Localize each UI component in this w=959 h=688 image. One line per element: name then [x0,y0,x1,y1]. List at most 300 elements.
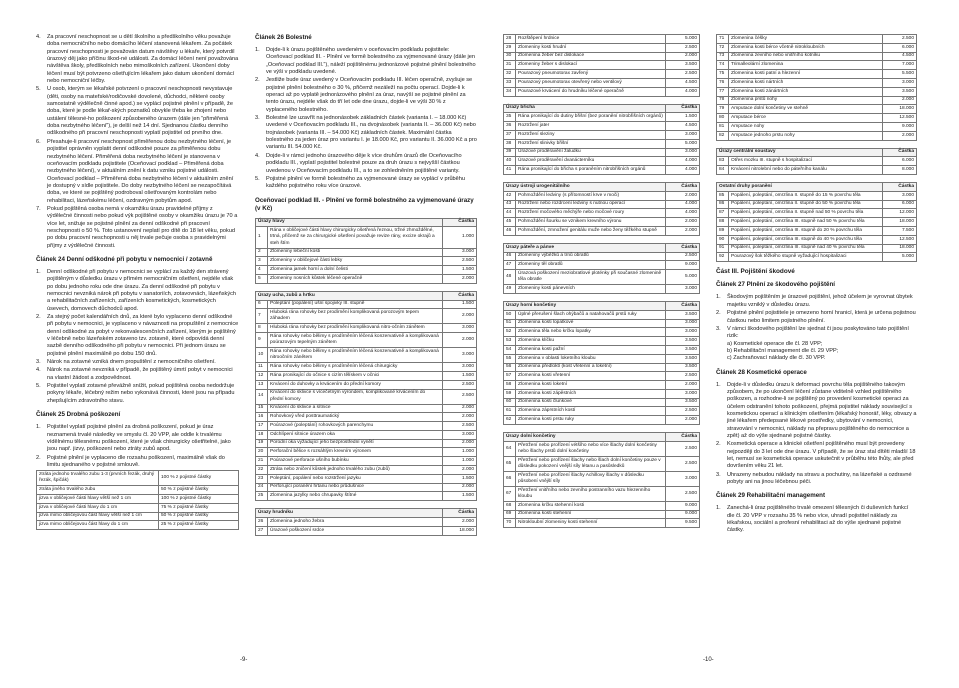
table-header-row [256,291,477,300]
row-value: 3.000 [443,324,477,333]
row-number: 79 [717,105,729,114]
row-number: 7 [256,309,268,324]
row-value: 1.500 [443,474,477,483]
row-value: 3.500 [666,345,700,354]
row-number: 20 [256,448,268,457]
row-value: 2.000 [443,274,477,283]
table-row [504,252,700,261]
item-text: Uhrazeny nebudou náklady na stravu a pochutiny, na lázeňské a ozdravné pobyty ani na jinou léčebnou péči. [727,471,912,486]
table-header-cell: Úrazy hrudníku [256,509,443,518]
row-text: Rozštěpení hrdnice [516,35,666,44]
row-value: 1.500 [443,492,477,501]
table-row [717,61,917,70]
row-value: 1.500 [443,371,477,380]
row-text: Nitrokloubní zlomeniny kosti stehenní [516,519,666,528]
row-number: 52 [504,328,516,337]
row-value: 5.000 [666,35,700,44]
item-text: Nárok na zotavné nevzniká v případě, že pojištěný úmrtí pobyt v nemocnici na vlastní žádost a zodpovědnost. [47,367,233,381]
item-text: Za pracovní neschopnost se u dětí školního a předškolního věku považuje doba nemocničního nebo domácího léčení stanovená lékařem. Za počátek pracovní neschopnosti je považován datum návštěvy u lékaře, který potvrdil úrazový děj jako příčinu škod-né události. Za domácí léčení není považována návštěva školy, předškolních nebo mimoškolních zařízení. Ukončení doby léčení musí být potvrzeno ošetřujícím lékařem jako datum ukončení domácí nebo nemocniční léčby. [47,34,239,85]
column-2 [255,34,477,536]
row-text: Porodní oka vyžadující jeho bezprostřední vynětí [268,439,443,448]
row-number: 5 [256,274,268,283]
table-header-value: Částka [666,243,700,252]
table-row [717,209,917,218]
row-number: 8 [256,324,268,333]
row-value: 75 % z pojistné částky [159,503,239,512]
item-text: Denní odškodné při pobytu v nemocnici se vyplácí za každý den strávený pojištěným v důsledku úrazu v přímém nemocničním ošetření, nejdéle však po dobu jednoho roku ode dne úrazu. Za denní odškodné při pobytu v nemocnici nevzniká nárok při pobytu v sanatoriích, zotavovnách, lázeňských a rehabilitačních zařízeních, zařízeních kosmetických, kosmetických úsevech, domovech důchodců apod. [47,268,237,312]
row-value: 2.000 [666,218,700,227]
table-row [256,309,477,324]
table-row [504,363,700,372]
row-text: Rána v obličejové části hlavy chirurgicky ošetřená řeznou, tržné zhmoždělné, trtná, přičemž se za chirurgické ošetření považuje revize rány, excize okrajů a steh štím [268,227,443,248]
row-value: 7.000 [883,61,917,70]
list-item [716,310,917,325]
table-row [256,448,477,457]
row-number: 77 [717,87,729,96]
table-row [504,319,700,328]
list-item [255,153,477,175]
list-item [716,472,917,487]
table-row [504,328,700,337]
row-number: 23 [256,474,268,483]
row-value: 4.000 [666,157,700,166]
item-number: 5. [255,175,260,182]
item-text: U osob, kterým se lékařské potvrzení o pracovní neschopnosti nevystavuje (děti, osoby na mateřské/rodičovské dovolené, důchodci, některé osoby samostatně výdělečně činné apod.) se vyplácí pojistné plnění v případě, že doba, které je podle lékař-ských poznatků obvykle třeba ke zhojení nebo ustálení tělesné-ho poškození způsobeného úrazem (dále jen “přiměřená doba nezbytného léčení”), je delší než 14 dní. Sjednanou částku denního odškodného při pracovní neschopnosti vyplatí pojistitel od prvního dne. [47,86,233,137]
row-value: 2.000 [443,404,477,413]
row-value: 2.500 [666,407,700,416]
row-number: 75 [717,70,729,79]
row-text: Zlomenina kosti pažní [516,345,666,354]
row-number: 80 [717,114,729,123]
row-number: 3 [256,257,268,266]
table-row [504,87,700,96]
row-value: 3.500 [666,337,700,346]
table-row [256,439,477,448]
table-row [256,422,477,431]
item-number: 3. [716,325,721,332]
item-text: Dojde-li v rámci jednoho úrazového děje k více druhům úrazů dle Oceňovacího podkladu III., vyplatí pojistitel bolestné pouze za druh úrazu s nejvyšší částkou uvedenou v Oceňovacím podkladu III., a to se zohledněním pojištěné varianty. [266,152,462,174]
table-row [504,416,700,425]
row-number: 62 [504,416,516,425]
row-text: Přetržení nebo prořízení vétšího nebo více šlachy dolní končetiny nebo šlachy prstů dolní končetiny [516,441,666,456]
row-number: 32 [504,70,516,79]
table-gap [503,294,700,301]
item-text: Nárok na zotavné vzniká dnem propuštění z nemocničního ošetření. [47,359,216,366]
table-row [256,227,477,248]
list-item [36,139,239,205]
article-23-list [36,34,239,250]
article-29-title: Článek 29 Rehabilitační management [716,492,826,500]
row-text: Krvácení do duhovky a krvácením do přední komory [268,380,443,389]
item-number: 2. [255,77,260,84]
row-number: 6 [256,300,268,309]
table-row [504,166,700,175]
table-row [256,333,477,348]
table-row [504,456,700,471]
row-value: 6.000 [883,43,917,52]
row-text: Pohmoždění šourku se vznikem krevního výronu [516,218,666,227]
row-number: 67 [504,486,516,501]
table-row [717,226,917,235]
list-item [36,206,239,250]
table-header-value: Částka [883,182,917,191]
list-item [36,359,239,366]
column-4 [716,34,917,536]
row-value: 3.500 [666,363,700,372]
item-number: 1. [716,505,721,512]
row-value: 2.000 [443,518,477,527]
table-row [504,130,700,139]
row-text: Amputace jednoho prstu nohy [729,131,883,140]
row-value: 2.000 [666,52,700,61]
row-text: Zlomenina kosti člunkové [516,398,666,407]
row-text: Rána pronikající do očnice s cizím tělískem v očnici [268,371,443,380]
row-number: 60 [504,398,516,407]
list-item [716,326,917,363]
row-value: 9.000 [666,261,700,270]
row-text: Zlomeniny kosti hrudní [516,43,666,52]
item-text: Zanechá-li úraz pojištěného trvalé omezení tělesných či duševních funkcí dle čl. 20 VPP v rozsahu 35 % nebo více, uhradí pojistitel náklady za lékařskou, sociální a profesní rehabilitaci až do výše sjednané pojistné částky. [727,505,909,534]
row-number: 27 [256,526,268,535]
row-text: Zlomenina kosti lopatkové [516,319,666,328]
table-row [504,200,700,209]
row-number: 39 [504,148,516,157]
item-number: 5. [36,86,41,93]
valuation-tables-end [716,34,917,262]
item-text: Pojistné plnění ve formě bolestného za vyjmenované úrazy se vyplácí v průběhu každého pojistného roku více úrazové. [266,175,466,190]
table-gap [503,236,700,243]
item-text: a) Kosmetické operace dle čl. 28 VPP; [727,340,823,347]
row-number: 74 [717,61,729,70]
article-27-list [716,294,917,362]
item-number: 7. [36,205,41,212]
item-text: c) Zachraňovací náklady dle čl. 30 VPP. [727,355,826,362]
row-text: Krvácení do sklivce s vícečetným výrondem, komplikované krvácením do přední komory [268,389,443,404]
row-value: 18.000 [883,105,917,114]
row-text: Zlomenina kosti loketní [516,381,666,390]
table-row [256,266,477,275]
table-row [504,398,700,407]
row-number: 41 [504,166,516,175]
row-text: Zlomenina zevního nebo vnitřního kotníku [729,52,883,61]
row-text: ztráta jiného trvalého zubu [37,486,159,495]
table-row [256,466,477,475]
row-number: 37 [504,130,516,139]
row-number: 50 [504,310,516,319]
row-text: Pohmoždění, zmnožení genitálu muže nebo ženy těžkého stupně [516,226,666,235]
row-number: 46 [504,226,516,235]
item-text: V rámci škodového pojištění lze sjednat či jsou poskytováno tato pojištění rizik: [727,325,909,340]
table-row [256,274,477,283]
row-text: Popálení, poleptání, omrzlina III. stupně nad 40 % povrchu těla [729,244,883,253]
table-gap [503,97,700,104]
list-item [36,86,239,137]
list-item [716,441,917,470]
table-header-cell: Úrazy centrální soustavy [717,148,883,157]
column-3 [503,34,700,528]
row-value: 2.500 [443,380,477,389]
row-value: 3.000 [443,363,477,372]
table-row [504,61,700,70]
row-text: Přetržení nebo prořízení šlachy Achillovy šlachy v důsledku působení vnější síly [516,471,666,486]
article-28-title: Článek 28 Kosmetické operace [716,368,807,376]
row-value: 100 % z pojistné částky [159,471,239,486]
row-text: Zlomenina kosti stehenní [516,510,666,519]
row-text: Pourazový pneumotorax zavřený [516,70,666,79]
table-row [504,501,700,510]
table-row [504,191,700,200]
row-value: 3.000 [666,285,700,294]
row-text: Zlomeniny žeber s dislokací [516,61,666,70]
row-number: 49 [504,285,516,294]
table-header-value: Částka [666,182,700,191]
row-text: jizva mimo obličejovou část hlavy do 1 cm [37,521,159,530]
row-value: 4.000 [666,166,700,175]
row-value: 3.000 [666,130,700,139]
row-number: 68 [504,501,516,510]
row-value: 2.000 [666,381,700,390]
row-number: 43 [504,200,516,209]
item-number: 3. [255,115,260,122]
list-item [36,383,239,405]
row-text: Zlomeniny nosních kůstek léčené operačně [268,274,443,283]
row-value: 9.000 [883,122,917,131]
row-text: Zlomenina kosti zánártních [729,87,883,96]
row-value: 18.000 [443,526,477,535]
row-text: Zlomeniny kosti pánevních [516,285,666,294]
row-value: 2.000 [666,416,700,425]
table-row [717,157,917,166]
item-number: 6. [36,138,41,145]
item-text: Dojde-li v důsledku úrazu k deformaci povrchu těla pojištěného takovým způsobem, že po ukončení léčení zůstane viditelně vzhled pojištěného poškozen, a rozhodne-li se pojištěný po provedení kosmetické operaci za účelem odstranění tohoto poškození, přejmá pojistitel náklady související s kosmetickou operací a klinickým ošetřením (lékařský honorář, léky, obvazy a jiné lékařem předepsané lékové prostředky, ubytování v nemocnici, stravování v nemocnici, náklady na přepravu pojištěného do nemocnice a zpět) až do výše sjednané pojistné částky. [727,381,917,439]
item-text: Přesahuje-li pracovní neschopnost přiměřenou dobu nezbytného léčení, je pojistitel oprávněn vyplatit denní odškodné pouze za přiměřenou dobu nezbytného léčení. Přiměřená doba nezbytného léčení je stanovena v oceňovacím podkladu pojistitele (Oceňovací podklad – Přiměřená doba nezbytného léčení), v aktuálním znění k datu vzniku pojistné události. Oceňovací podklad – Přiměřená doba nezbytného léčení v aktuálním znění je dostupný v sídle pojistitele. Do doby nezbytného léčení se nezapočítává doba, ve které se pojištěný podroboval ošetřovaným kontrolám nebo rehabilitaci, lázeňskému léčení, ozdravným pobytům apod. [47,138,234,204]
article-28-list [716,382,917,487]
table-header-cell: Úrazy dolní končetiny [504,433,666,442]
row-value: 5.000 [666,270,700,285]
list-item [716,382,917,441]
table-row [256,363,477,372]
article-25-list [36,424,239,469]
table-row [504,471,700,486]
row-value: 2.000 [443,413,477,422]
row-number: 70 [504,519,516,528]
item-number: 1. [716,294,721,301]
row-text: Amputace bérce [729,114,883,123]
row-value: 3.000 [666,389,700,398]
table-row [504,310,700,319]
column-1 [36,34,239,530]
table-row [504,441,700,456]
row-text: Poleptání (popálení) ušní spojivky III. stupně [268,300,443,309]
row-text: Popálení, poleptání, omrzlina III. stupně do 20 % povrchu těla [729,226,883,235]
row-value: 8.000 [883,166,917,175]
row-text: Roztržení nebo rozdrcení ledviny s nutnou operací [516,200,666,209]
table-row [717,131,917,140]
row-value: 2.500 [883,35,917,44]
row-number: 85 [717,191,729,200]
row-value: 9.000 [666,501,700,510]
table-row [256,248,477,257]
row-text: Rána rohovky nebo bělimy s prodírněním léčená chirurgicky [268,363,443,372]
table-header-row [504,433,700,442]
row-number: 44 [504,209,516,218]
valuation-tables-cont [503,34,700,528]
row-value: 9.500 [666,519,700,528]
table-header-cell: Úrazy hlavy [256,218,443,227]
row-number: 21 [256,457,268,466]
table-row [717,166,917,175]
row-value: 2.000 [443,439,477,448]
row-number: 61 [504,407,516,416]
table-header-row [256,509,477,518]
row-value: 25 % z pojistné částky [159,521,239,530]
row-text: Úplné přerušení šlach ohýbačů a natahovačů prstů ruky [516,310,666,319]
row-text: Zlomenina krčku stehenní kosti [516,501,666,510]
row-number: 59 [504,389,516,398]
table-row [256,404,477,413]
article-25-title: Článek 25 Drobná poškození [36,411,121,419]
row-text: Zlomenina předloktí (kost vřetenní a loketní) [516,363,666,372]
row-text: Zlomenina kosti nártních [729,78,883,87]
row-text: Zlomenina čéšky [729,35,883,44]
item-number: 4. [255,152,260,159]
table-row [504,270,700,285]
row-value: 1.500 [443,300,477,309]
row-number: 66 [504,471,516,486]
item-number: 3. [36,359,41,366]
row-value: 6.000 [883,200,917,209]
row-number: 38 [504,139,516,148]
table-row [717,253,917,262]
row-number: 17 [256,422,268,431]
table-header-row [504,243,700,252]
row-value: 18.000 [883,244,917,253]
table-row [717,114,917,123]
row-value: 50 % z pojistné částky [159,486,239,495]
row-text: Odchlípení sítnice úrazem oka [268,430,443,439]
row-text: Úrazové proděravění dvanácterníku [516,157,666,166]
table-row [717,43,917,52]
row-text: Popálení, poleptání, omrzlina III. stupně nad 50 % povrchu těla [729,218,883,227]
table-row [37,503,239,512]
table-row [504,122,700,131]
row-number: 90 [717,235,729,244]
row-value: 2.500 [666,456,700,471]
table-row [504,35,700,44]
table-row [504,519,700,528]
row-number: 2 [256,248,268,257]
row-number: 73 [717,52,729,61]
row-number: 71 [717,35,729,44]
row-text: jizva v obličejové části hlavy do 1 cm [37,503,159,512]
table-header-cell: Úrazy páteře a pánve [504,243,666,252]
row-text: Rána pronikající do břicha s poraněním nitrobřišních orgánů [516,166,666,175]
list-item [36,34,239,85]
row-number: 34 [504,87,516,96]
row-text: Zlomeniny výběžků a trnů obratlů [516,252,666,261]
table-row [504,52,700,61]
row-text: ztráta jednoho trvalého zubu 1-3 (prvních řezák, druhý řezák, špičák) [37,471,159,486]
table-row [717,122,917,131]
item-text: Jestliže bude úraz uvedený v Oceňovacím podkladu III. léčen operačně, zvyšuje se pojistné plnění bolestného o 30 %, přičemž nezáleží na počtu operací. Dojde-li k operaci až po vyplatě jednorázového plnění za úraz, navýší se pojistné plnění za tento úrazu, nejdéle však do tří let ode dne úrazu, dojde-li ve výši 30 % z vyplaceného bolestného. [266,77,473,113]
part-3-title: Část III. Pojištění škodové [716,268,795,276]
item-text: b) Rehabilitační management dle čl. 29 VPP; [727,347,839,354]
table-row [256,492,477,501]
row-number: 84 [717,166,729,175]
row-number: 29 [504,43,516,52]
row-value: 4.500 [666,122,700,131]
row-number: 54 [504,345,516,354]
table-row [504,372,700,381]
row-text: Zlomenina klíčku [516,337,666,346]
row-value: 6.000 [883,157,917,166]
row-text: Zlomenina jamek horní a dolní čelisti [268,266,443,275]
row-value: 4.000 [666,87,700,96]
row-value: 3.500 [666,354,700,363]
row-text: Přetržení nebo prořízení šlachy nebo šlach dolní končetiny pouze v důsledku pokození vnější síly létanu a pasůsledků [516,456,666,471]
row-text: Zlomeniny těl obratlů [516,261,666,270]
list-item [36,269,239,313]
item-text: Pokud pojištěná osoba nemá v okamžiku úrazu pravidelné příjmy z výdělečné činnosti nebo pokud výk pojištěné osoby v okamžiku úrazu je 70 a více let, snižuje se pojistné plnění za denní odškodné při pracovní neschopnosti o 50 %. Toto ustanovení neplatí pro dítě do 18 let věku, pokud po dobu pracovní neschopnosti u něj trvale pečuje osoba s pravidelnými příjmy z výdělečné činnosti. [47,205,238,249]
valuation-table [716,182,917,262]
row-text: Zlomenina záprstních kostí [516,407,666,416]
row-number: 69 [504,510,516,519]
list-item [36,455,239,470]
item-number: 3. [716,471,721,478]
row-number: 64 [504,441,516,456]
row-value: 2.000 [666,226,700,235]
table-header-row [256,218,477,227]
list-item [36,424,239,453]
item-text: Škodovým pojištěním je úrazové pojištění, jehož účelem je vyrovnat úbytek majetku vzniklý v důsledku úrazu. [727,294,913,308]
item-number: 2. [716,441,721,448]
table-row [256,300,477,309]
table-header-cell: Ostatní druhy poranění [717,182,883,191]
table-row [504,148,700,157]
row-text: Úrazové proděravění žaludku [516,148,666,157]
row-value: 3.000 [666,471,700,486]
row-number: 25 [256,492,268,501]
valuation-table [503,243,700,294]
table-gap [503,175,700,182]
list-item [255,47,477,76]
row-value: 3.000 [883,191,917,200]
table-row [504,285,700,294]
row-value: 2.000 [883,131,917,140]
row-value: 9.000 [666,510,700,519]
table-row [717,70,917,79]
item-number: 4. [36,367,41,374]
row-text: Pourazový šok těžkého stupně vyžadující hospitalizaci [729,253,883,262]
valuation-table [503,34,700,97]
row-number: 92 [717,253,729,262]
valuation-table [716,34,917,141]
table-row [256,474,477,483]
row-value: 3.000 [443,248,477,257]
row-number: 42 [504,191,516,200]
row-number: 88 [717,218,729,227]
row-text: Trimalleolární zlomenina [729,61,883,70]
row-text: Poúrazové (poleptání) rohovkových parenchymu [268,422,443,431]
row-number: 47 [504,261,516,270]
row-number: 9 [256,333,268,348]
table-row [717,35,917,44]
row-value: 2.500 [666,486,700,501]
row-text: Hluboká rána rohovky bez prodírnění komplikovaná porozovým tepem záhadem [268,309,443,324]
row-text: Popálení, poleptání, omrzlina II. stupně nad 50 % povrchu těla [729,209,883,218]
row-number: 11 [256,363,268,372]
row-value: 2.500 [666,252,700,261]
